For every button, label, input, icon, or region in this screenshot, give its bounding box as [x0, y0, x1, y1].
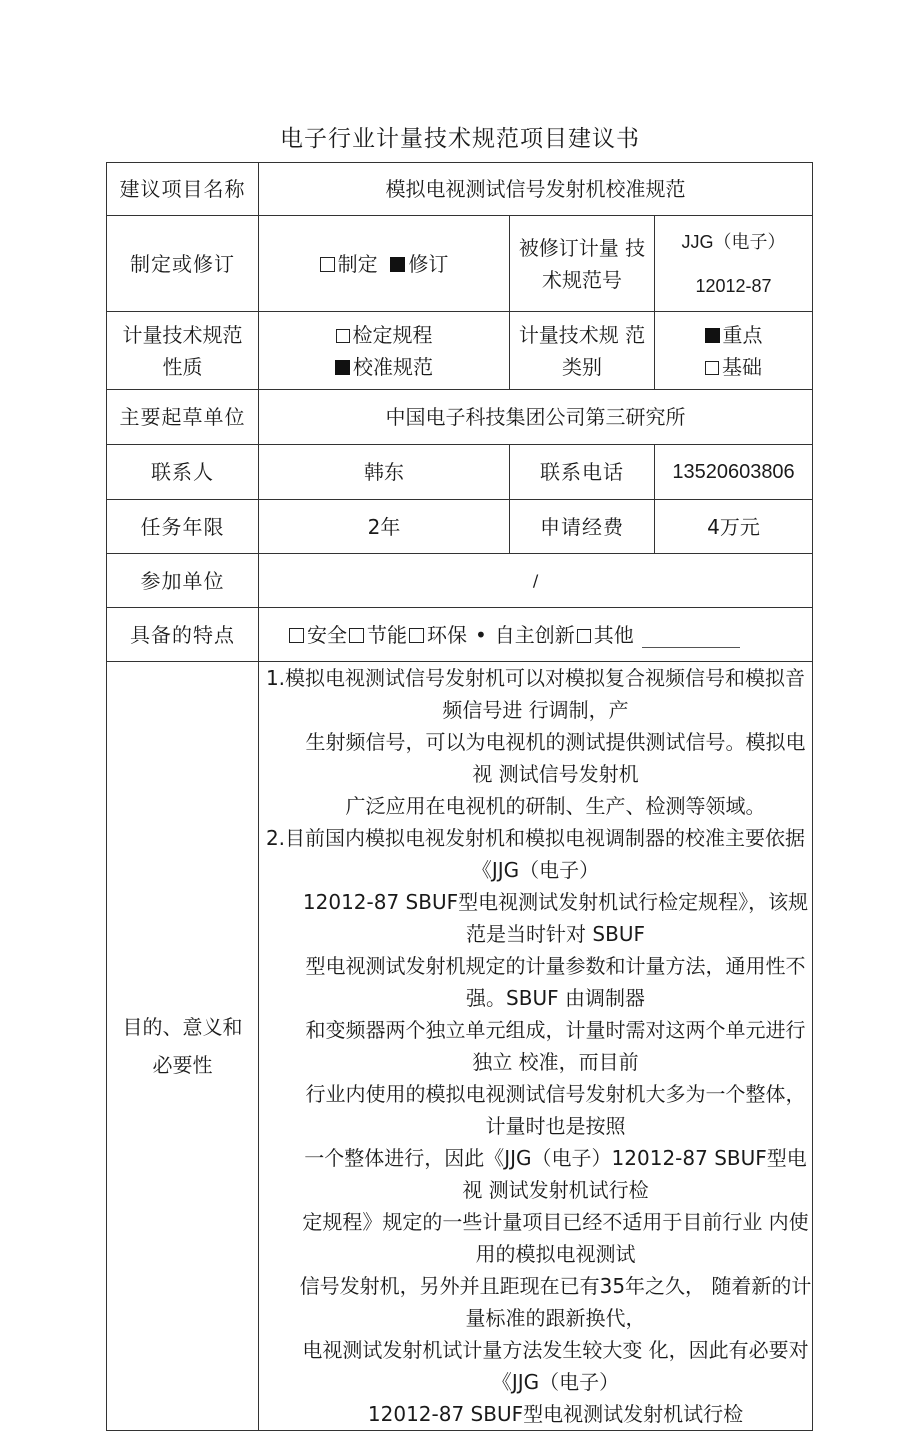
para2-line: 和变频器两个独立单元组成，计量时需对这两个单元进行独立 校准，而目前	[305, 1018, 806, 1074]
option-calibration: 校准规范	[353, 354, 433, 379]
revised-no-label: 被修订计量 技术规范号	[510, 216, 655, 312]
category-options	[655, 312, 813, 390]
phone-value: 13520603806	[655, 445, 813, 500]
unchecked-box-icon[interactable]	[409, 628, 424, 643]
project-name-label: 建议项目名称	[107, 163, 259, 216]
duration-label: 任务年限	[107, 500, 259, 554]
row-contact	[107, 445, 813, 500]
option-key: 重点	[722, 322, 763, 347]
feature-innovation: 自主创新	[494, 622, 575, 647]
para2-line: 12012-87 SBUF型电视测试发射机试行检定规程》，该规范是当时针对 SBUF	[302, 890, 809, 946]
drafter-value: 中国电子科技集团公司第三研究所	[259, 390, 813, 445]
purpose-label-line1: 目的、意义和	[122, 1015, 243, 1039]
participants-value: /	[259, 554, 813, 608]
checked-box-icon[interactable]	[390, 257, 405, 272]
category-label	[510, 312, 655, 390]
row-participants	[107, 554, 813, 608]
make-revise-options	[259, 216, 510, 312]
contact-value: 韩东	[259, 445, 510, 500]
phone-label: 联系电话	[510, 445, 655, 500]
fund-value: 4万元	[655, 500, 813, 554]
para2-line: 型电视测试发射机规定的计量参数和计量方法，通用性不强。SBUF 由调制器	[305, 954, 806, 1010]
para2-line: 12012-87 SBUF型电视测试发射机试行检	[367, 1402, 744, 1426]
purpose-label-line2: 必要性	[152, 1053, 213, 1077]
row-duration	[107, 500, 813, 554]
checked-box-icon[interactable]	[705, 328, 720, 343]
para2-line: 信号发射机，另外并且距现在已有35年之久， 随着新的计量标准的跟新换代，	[299, 1274, 812, 1330]
proposal-form-table	[106, 162, 813, 1431]
fund-label: 申请经费	[510, 500, 655, 554]
row-nature	[107, 312, 813, 390]
option-revise: 修订	[408, 251, 449, 276]
row-purpose	[107, 662, 813, 1431]
unchecked-box-icon[interactable]	[705, 361, 719, 375]
other-blank-line[interactable]	[642, 629, 740, 648]
nature-label-line1: 计量技术规范	[122, 322, 243, 347]
feature-other: 其他	[593, 622, 634, 647]
category-label-line2: 类别	[562, 354, 602, 379]
para2-line: 电视测试发射机试计量方法发生较大变 化，因此有必要对《JJG（电子）	[302, 1338, 809, 1394]
participants-label: 参加单位	[107, 554, 259, 608]
make-revise-label: 制定或修订	[107, 216, 259, 312]
unchecked-box-icon[interactable]	[577, 629, 591, 643]
option-verification: 检定规程	[352, 322, 433, 347]
row-make-revise	[107, 216, 813, 312]
para1-line: 生射频信号，可以为电视机的测试提供测试信号。模拟电视 测试信号发射机	[305, 730, 806, 786]
para1-line: 广泛应用在电视机的研制、生产、检测等领域。	[345, 794, 766, 818]
purpose-label	[107, 662, 259, 1431]
category-label-line1: 计量技术规 范	[518, 322, 646, 347]
row-drafter	[107, 390, 813, 445]
para2-line: 2.目前国内模拟电视发射机和模拟电视调制器的校准主要依据《JJG（电子）	[265, 826, 806, 882]
contact-label: 联系人	[107, 445, 259, 500]
feature-env: 环保	[427, 622, 467, 647]
features-label: 具备的特点	[107, 608, 259, 662]
bullet-icon: •	[475, 622, 487, 647]
row-features	[107, 608, 813, 662]
duration-value: 2年	[259, 500, 510, 554]
unchecked-box-icon[interactable]	[289, 628, 304, 643]
nature-label-line2: 性质	[162, 354, 203, 379]
features-options	[259, 608, 813, 662]
unchecked-box-icon[interactable]	[336, 329, 350, 343]
para2-line: 一个整体进行，因此《JJG（电子）12012-87 SBUF型电视 测试发射机试行检	[304, 1146, 807, 1202]
unchecked-box-icon[interactable]	[349, 628, 364, 643]
feature-safety: 安全	[307, 622, 347, 647]
revised-no-value	[655, 216, 813, 312]
document-title: 电子行业计量技术规范项目建议书	[280, 126, 640, 152]
revised-no-line1: JJG（电子）	[681, 231, 786, 252]
purpose-text	[259, 662, 813, 1431]
option-basic: 基础	[722, 354, 762, 379]
option-make: 制定	[337, 251, 378, 276]
unchecked-box-icon[interactable]	[320, 257, 335, 272]
drafter-label: 主要起草单位	[107, 390, 259, 445]
para1-line: 1.模拟电视测试信号发射机可以对模拟复合视频信号和模拟音频信号进 行调制，产	[265, 666, 806, 722]
feature-energy: 节能	[367, 622, 407, 647]
revised-no-line2: 12012-87	[695, 275, 772, 296]
para2-line: 定规程》规定的一些计量项目已经不适用于目前行业 内使用的模拟电视测试	[302, 1210, 809, 1266]
nature-options	[259, 312, 510, 390]
para2-line: 行业内使用的模拟电视测试信号发射机大多为一个整体， 计量时也是按照	[305, 1082, 806, 1138]
row-project-name	[107, 163, 813, 216]
project-name-value: 模拟电视测试信号发射机校准规范	[259, 163, 813, 216]
checked-box-icon[interactable]	[335, 360, 350, 375]
nature-label	[107, 312, 259, 390]
